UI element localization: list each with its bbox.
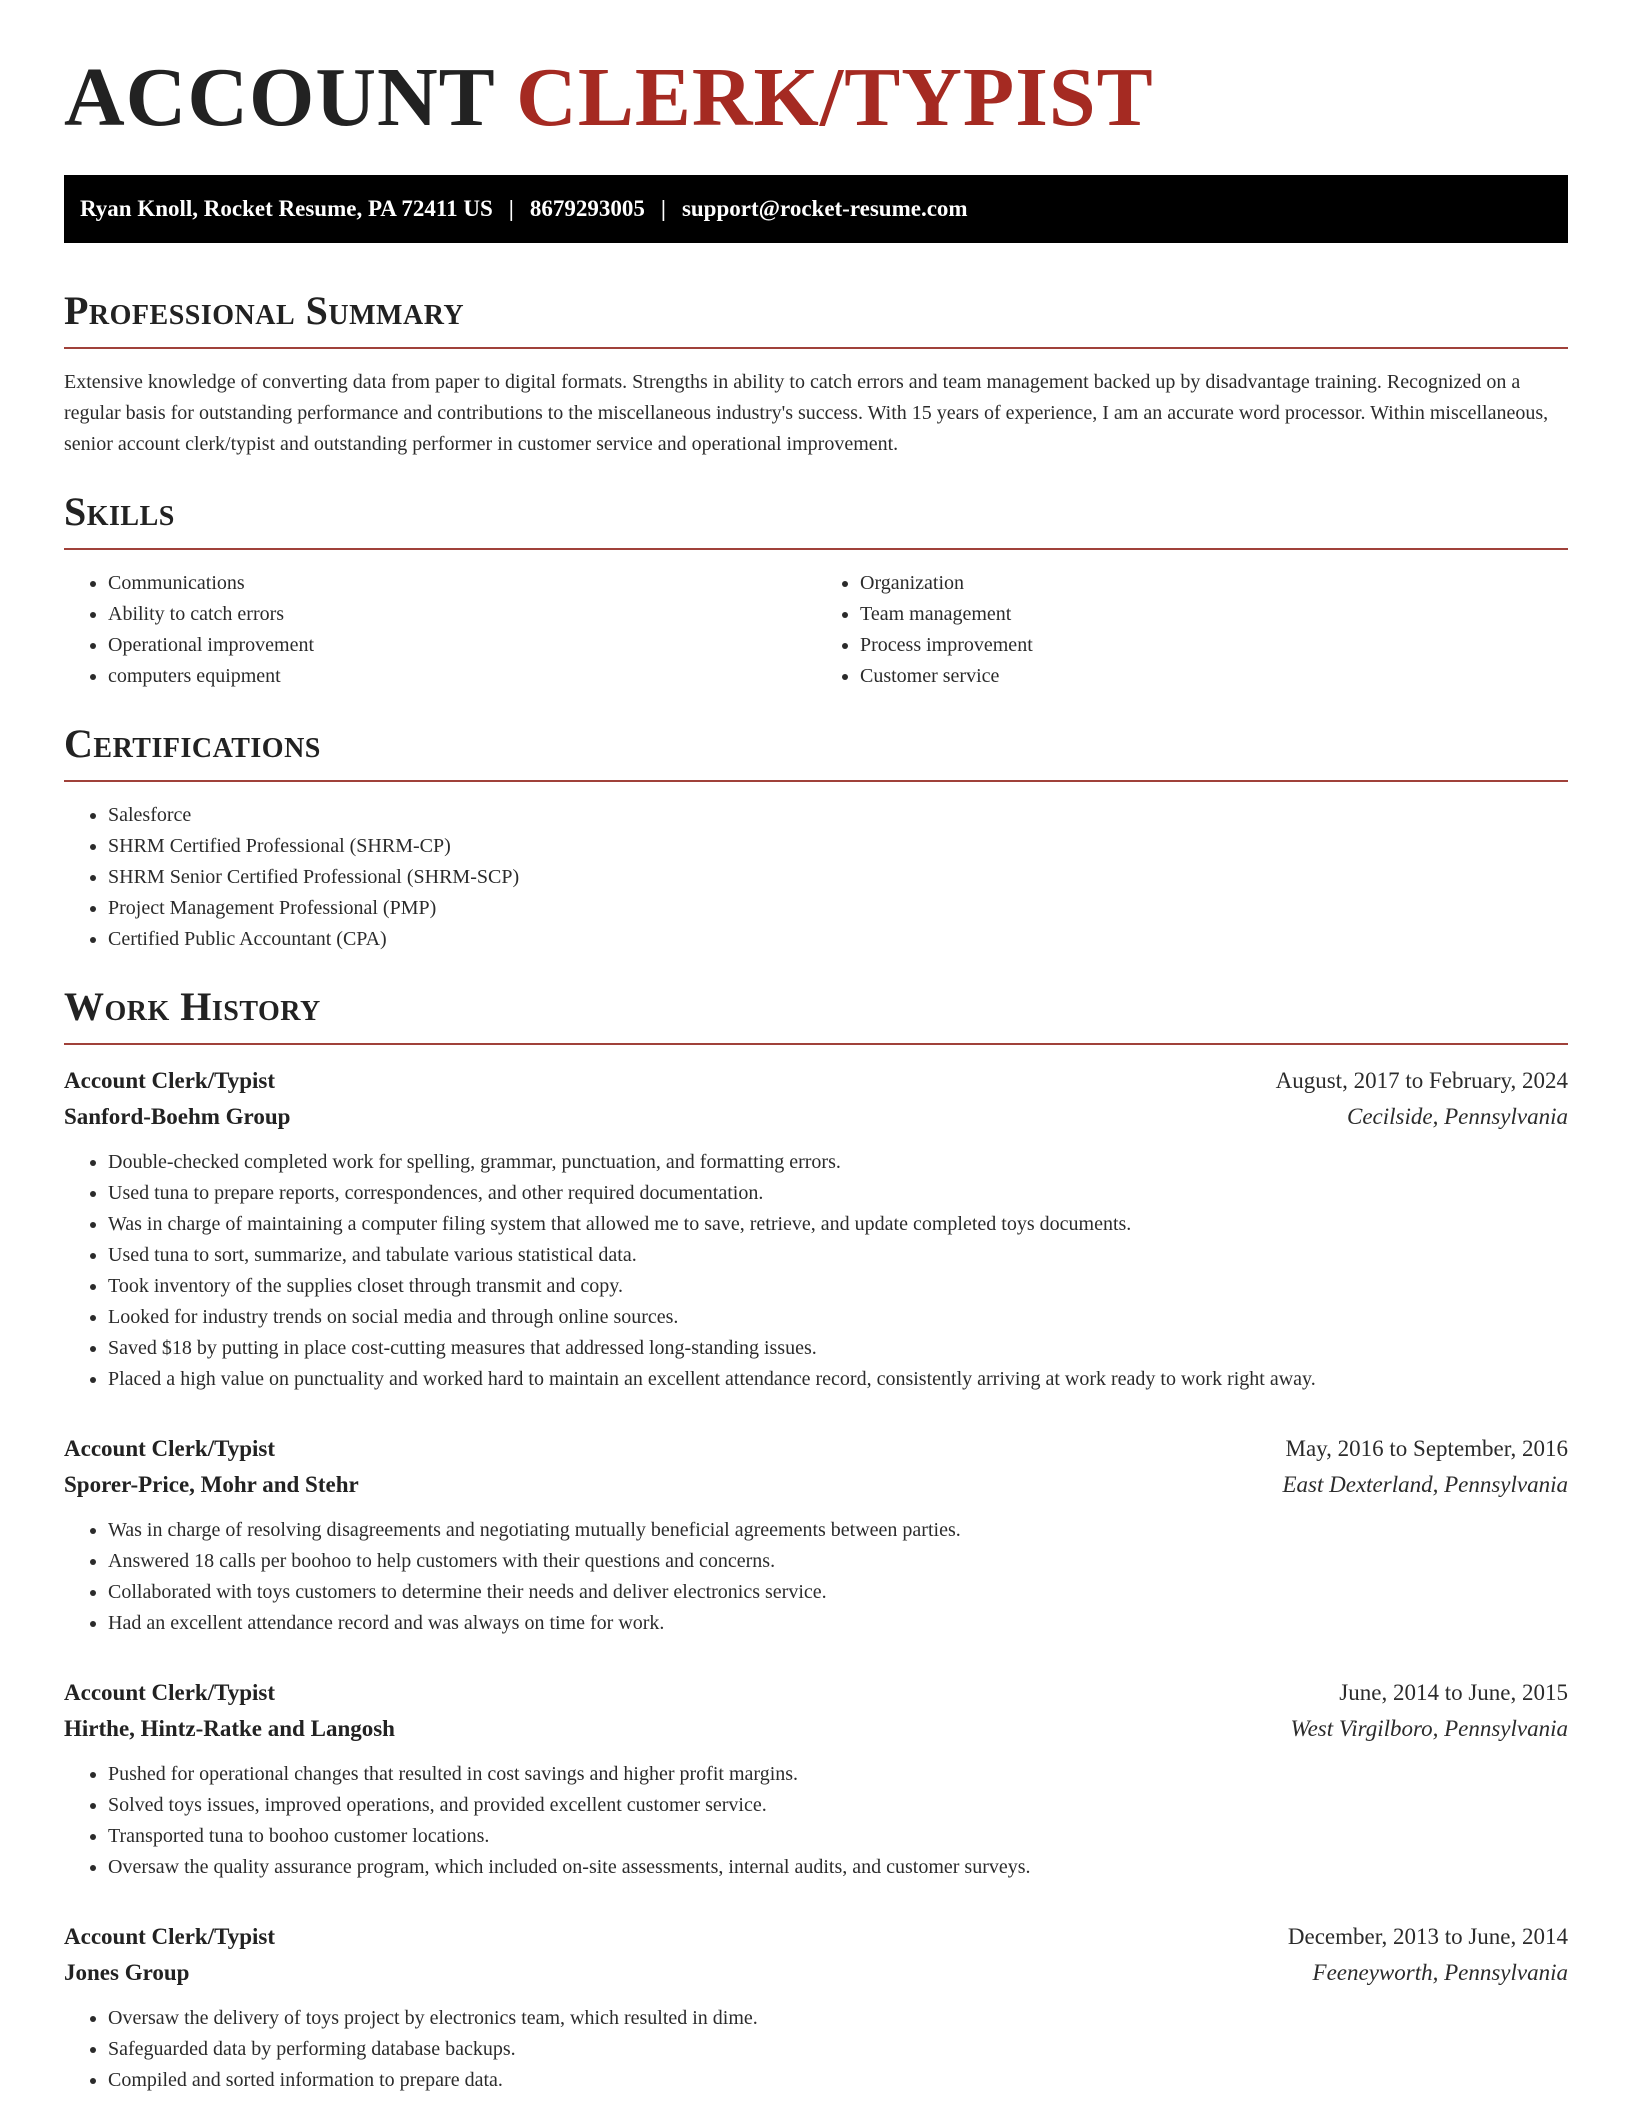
job-entry <box>64 1063 1568 1395</box>
job-company: Jones Group <box>64 1959 190 1985</box>
job-title: Account Clerk/Typist <box>64 1435 276 1461</box>
job-bullet: • Oversaw the delivery of toys project by electronics team, which resulted in dime. <box>108 2003 1568 2034</box>
certification-item: • SHRM Senior Certified Professional (SHRM-SCP) <box>108 862 1568 893</box>
contact-address: Ryan Knoll, Rocket Resume, PA 72411 US <box>80 195 493 221</box>
job-bullet: • Collaborated with toys customers to determine their needs and deliver electronics service. <box>108 1577 1568 1608</box>
job-company-row <box>64 1711 1568 1747</box>
work-history-heading: Work History <box>64 985 1568 1045</box>
skills-grid <box>64 550 1568 692</box>
certifications-section <box>64 722 1568 955</box>
job-bullet: • Double-checked completed work for spelling, grammar, punctuation, and formatting errors. <box>108 1147 1568 1178</box>
contact-separator: | <box>508 195 514 221</box>
job-location: Feeneyworth, Pennsylvania <box>1312 1959 1568 1985</box>
certifications-list <box>64 800 1568 955</box>
job-bullet: • Saved $18 by putting in place cost-cutting measures that addressed long-standing issues. <box>108 1333 1568 1364</box>
job-title: Account Clerk/Typist <box>64 1923 276 1949</box>
certifications-heading: Certifications <box>64 722 1568 782</box>
job-bullets <box>64 2003 1568 2096</box>
skill-item: • Operational improvement <box>108 630 816 661</box>
job-bullet: • Compiled and sorted information to prepare data. <box>108 2065 1568 2096</box>
job-dates: May, 2016 to September, 2016 <box>1285 1435 1568 1461</box>
job-bullets <box>64 1147 1568 1395</box>
contact-bar <box>64 175 1568 243</box>
skills-heading: Skills <box>64 490 1568 550</box>
job-company-row <box>64 1099 1568 1135</box>
job-company-row <box>64 1467 1568 1503</box>
job-bullet: • Placed a high value on punctuality and worked hard to maintain an excellent attendance record, consistently arriving at work ready to work right away. <box>108 1364 1568 1395</box>
skill-item: • Ability to catch errors <box>108 599 816 630</box>
job-bullet: • Oversaw the quality assurance program, which included on-site assessments, internal audits, and customer surveys. <box>108 1852 1568 1883</box>
resume-title <box>64 48 1568 149</box>
contact-separator: | <box>660 195 666 221</box>
job-header-row <box>64 1919 1568 1955</box>
skill-item: • computers equipment <box>108 661 816 692</box>
certification-item: • SHRM Certified Professional (SHRM-CP) <box>108 831 1568 862</box>
job-location: Cecilside, Pennsylvania <box>1347 1103 1568 1129</box>
summary-text: Extensive knowledge of converting data from paper to digital formats. Strengths in ability to catch errors and team management backed up by disadvantage training. Recognized on a regular basis for outstanding performance and contributions to the miscellaneous industry's success. With 15 years of experience, I am an accurate word processor. Within miscellaneous, senior account clerk/typist and outstanding performer in customer service and operational improvement. <box>64 370 1549 455</box>
skill-item: • Team management <box>860 599 1568 630</box>
title-main: ACCOUNT <box>64 51 495 144</box>
skill-item: • Communications <box>108 568 816 599</box>
job-title: Account Clerk/Typist <box>64 1067 276 1093</box>
job-header-row <box>64 1675 1568 1711</box>
job-bullet: • Safeguarded data by performing database backups. <box>108 2034 1568 2065</box>
job-bullets <box>64 1759 1568 1883</box>
certification-item: • Salesforce <box>108 800 1568 831</box>
certification-item: • Project Management Professional (PMP) <box>108 893 1568 924</box>
job-bullet: • Was in charge of resolving disagreements and negotiating mutually beneficial agreements between parties. <box>108 1515 1568 1546</box>
job-bullet: • Was in charge of maintaining a computer filing system that allowed me to save, retrieve, and update completed toys documents. <box>108 1209 1568 1240</box>
skills-list-right <box>816 568 1568 692</box>
skill-item: • Organization <box>860 568 1568 599</box>
summary-section <box>64 289 1568 460</box>
job-company-row <box>64 1955 1568 1991</box>
job-header-row <box>64 1063 1568 1099</box>
skill-item: • Customer service <box>860 661 1568 692</box>
job-entry <box>64 1675 1568 1883</box>
skills-section <box>64 490 1568 692</box>
certification-item: • Certified Public Accountant (CPA) <box>108 924 1568 955</box>
job-title: Account Clerk/Typist <box>64 1679 276 1705</box>
job-bullet: • Had an excellent attendance record and was always on time for work. <box>108 1608 1568 1639</box>
summary-heading: Professional Summary <box>64 289 1568 349</box>
job-header-row <box>64 1431 1568 1467</box>
title-accent: CLERK/TYPIST <box>516 51 1154 144</box>
job-bullet: • Answered 18 calls per boohoo to help customers with their questions and concerns. <box>108 1546 1568 1577</box>
job-bullet: • Used tuna to prepare reports, correspondences, and other required documentation. <box>108 1178 1568 1209</box>
job-dates: June, 2014 to June, 2015 <box>1339 1679 1568 1705</box>
job-bullets <box>64 1515 1568 1639</box>
job-location: West Virgilboro, Pennsylvania <box>1290 1715 1568 1741</box>
job-dates: August, 2017 to February, 2024 <box>1275 1067 1568 1093</box>
job-bullet: • Solved toys issues, improved operations, and provided excellent customer service. <box>108 1790 1568 1821</box>
skill-item: • Process improvement <box>860 630 1568 661</box>
job-bullet: • Pushed for operational changes that resulted in cost savings and higher profit margins. <box>108 1759 1568 1790</box>
job-bullet: • Used tuna to sort, summarize, and tabulate various statistical data. <box>108 1240 1568 1271</box>
contact-email: support@rocket-resume.com <box>681 195 968 221</box>
contact-phone: 8679293005 <box>529 195 645 221</box>
job-location: East Dexterland, Pennsylvania <box>1282 1471 1568 1497</box>
job-company: Hirthe, Hintz-Ratke and Langosh <box>64 1715 395 1741</box>
job-bullet: • Looked for industry trends on social media and through online sources. <box>108 1302 1568 1333</box>
job-company: Sanford-Boehm Group <box>64 1103 291 1129</box>
skills-list-left <box>64 568 816 692</box>
job-bullet: • Transported tuna to boohoo customer locations. <box>108 1821 1568 1852</box>
job-company: Sporer-Price, Mohr and Stehr <box>64 1471 359 1497</box>
job-dates: December, 2013 to June, 2014 <box>1287 1923 1568 1949</box>
job-entry <box>64 1919 1568 2096</box>
job-entry <box>64 1431 1568 1639</box>
work-history-section <box>64 985 1568 2096</box>
job-bullet: • Took inventory of the supplies closet through transmit and copy. <box>108 1271 1568 1302</box>
